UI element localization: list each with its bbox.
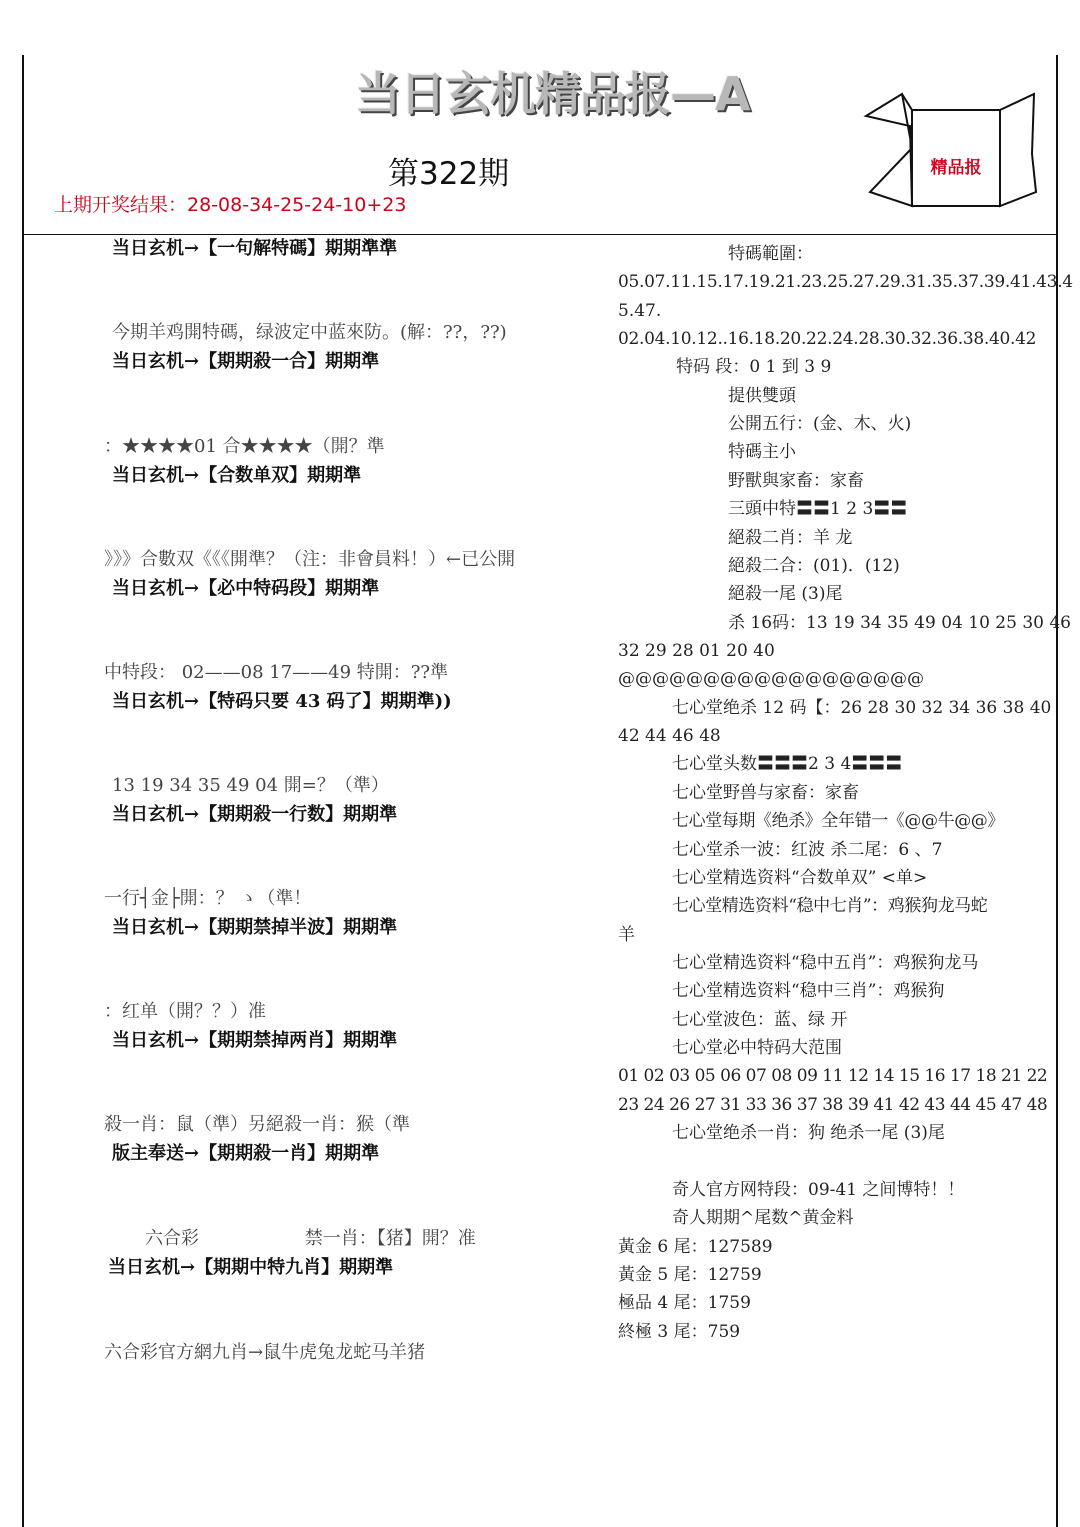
right-line: 七心堂每期《绝杀》全年错一《@@牛@@》 xyxy=(672,811,1004,831)
right-line: 野獸與家畜：家畜 xyxy=(728,471,864,491)
left-item: 当日玄机→【期期殺一合】期期準 xyxy=(112,351,380,372)
right-line: 絕殺一尾 (3)尾 xyxy=(728,584,843,604)
left-item: 六合彩官方網九肖→鼠牛虎兔龙蛇马羊猪 xyxy=(104,1342,426,1363)
left-item: 当日玄机→【特码只要 43 码了】期期準)) xyxy=(112,691,452,712)
left-item: 13 19 34 35 49 04 開=？（準） xyxy=(112,775,389,796)
left-item: 殺一肖：鼠（準）另絕殺一肖：猴（準 xyxy=(104,1114,410,1135)
left-item: 一行┤金├開：？ ゝ（準！ xyxy=(104,888,312,909)
left-item: ：★★★★01 合★★★★（開？準 xyxy=(104,436,385,457)
left-item: 今期羊鸡開特碼，绿波定中蓝來防。(解：??，??) xyxy=(112,322,507,343)
right-line: 黃金 6 尾：127589 xyxy=(618,1237,773,1257)
left-item: 当日玄机→【期期中特九肖】期期準 xyxy=(108,1257,394,1278)
right-line: 奇人期期^尾数^黄金料 xyxy=(672,1208,854,1228)
right-line: 5.47. xyxy=(618,301,662,321)
right-line: 終極 3 尾：759 xyxy=(618,1322,741,1342)
left-item: 当日玄机→【期期禁掉两肖】期期準 xyxy=(112,1030,398,1051)
right-line: 七心堂精选资料“稳中三肖”：鸡猴狗 xyxy=(672,981,945,1001)
right-line: 七心堂绝杀一肖：狗 绝杀一尾 (3)尾 xyxy=(672,1123,945,1143)
right-line: 32 29 28 01 20 40 xyxy=(618,641,775,661)
right-line: 七心堂精选资料“稳中五肖”：鸡猴狗龙马 xyxy=(672,953,979,973)
left-item: 当日玄机→【合数单双】期期準 xyxy=(112,465,362,486)
left-item: 当日玄机→【期期禁掉半波】期期準 xyxy=(112,917,398,938)
left-item: 版主奉送→【期期殺一肖】期期準 xyxy=(112,1143,380,1164)
right-line: 05.07.11.15.17.19.21.23.25.27.29.31.35.37.39.41.43.4 xyxy=(618,272,1073,292)
right-line: 特碼範圍： xyxy=(728,244,813,264)
masthead-title: 当日玄机精品报—A xyxy=(355,67,750,121)
left-item: ：红单（開？？）准 xyxy=(104,1001,266,1022)
right-line: 七心堂必中特码大范围 xyxy=(672,1038,842,1058)
issue-number: 第322期 xyxy=(388,156,510,192)
left-item: 当日玄机→【期期殺一行数】期期準 xyxy=(112,804,398,825)
right-line: 七心堂杀一波：红波 杀二尾：6 、7 xyxy=(672,840,943,860)
right-line: 02.04.10.12..16.18.20.22.24.28.30.32.36.38.40.42 xyxy=(618,329,1037,349)
left-item: 中特段： 02——08 17——49 特開：??準 xyxy=(104,662,449,683)
right-line: 特码 段：0 1 到 3 9 xyxy=(676,357,832,377)
right-line: 七心堂精选资料“稳中七肖”：鸡猴狗龙马蛇 xyxy=(672,896,988,916)
right-line: 23 24 26 27 31 33 36 37 38 39 41 42 43 44 45 47 48 xyxy=(618,1095,1048,1115)
right-line: 公開五行：(金、木、火) xyxy=(728,414,912,434)
right-line: 特碼主小 xyxy=(728,442,796,462)
right-line: 七心堂波色：蓝、绿 开 xyxy=(672,1010,848,1030)
right-line: 極品 4 尾：1759 xyxy=(618,1293,751,1313)
left-item: 》》》合數双《《《開準？（注：非會員料！）←已公開 xyxy=(104,549,516,570)
right-line: 42 44 46 48 xyxy=(618,726,721,746)
right-line: 01 02 03 05 06 07 08 09 11 12 14 15 16 17 18 21 22 xyxy=(618,1066,1048,1086)
right-line: 三頭中特〓〓1 2 3〓〓 xyxy=(728,499,908,519)
right-line: 羊 xyxy=(618,925,635,945)
right-line: 七心堂头数〓〓〓2 3 4〓〓〓 xyxy=(672,754,903,774)
right-line: 七心堂野兽与家畜：家畜 xyxy=(672,783,859,803)
left-item: 六合彩 禁一肖：【猪】開？准 xyxy=(145,1228,476,1249)
left-item: 当日玄机→【必中特码段】期期準 xyxy=(112,578,380,599)
right-line: 黃金 5 尾：12759 xyxy=(618,1265,762,1285)
right-line: 杀 16码：13 19 34 35 49 04 10 25 30 46 xyxy=(728,613,1071,633)
right-line: 絕殺二合：(01)．(12) xyxy=(728,556,900,576)
banner-badge xyxy=(862,88,1040,212)
right-line: 七心堂绝杀 12 码【：26 28 30 32 34 36 38 40 xyxy=(672,698,1052,718)
left-item: 当日玄机→【一句解特碼】期期準準 xyxy=(112,238,398,259)
badge-label: 精品报 xyxy=(930,158,982,178)
right-line: 奇人官方网特段：09-41 之间博特！！ xyxy=(672,1180,965,1200)
right-line: 七心堂精选资料“合数单双” <单> xyxy=(672,868,928,888)
previous-result: 上期开奖结果：28-08-34-25-24-10+23 xyxy=(54,194,407,216)
right-line: 提供雙頭 xyxy=(728,386,796,406)
header-divider xyxy=(22,234,1058,235)
right-line: 絕殺二肖：羊 龙 xyxy=(728,528,853,548)
right-line: @@@@@@@@@@@@@@@@@@ xyxy=(618,669,924,689)
